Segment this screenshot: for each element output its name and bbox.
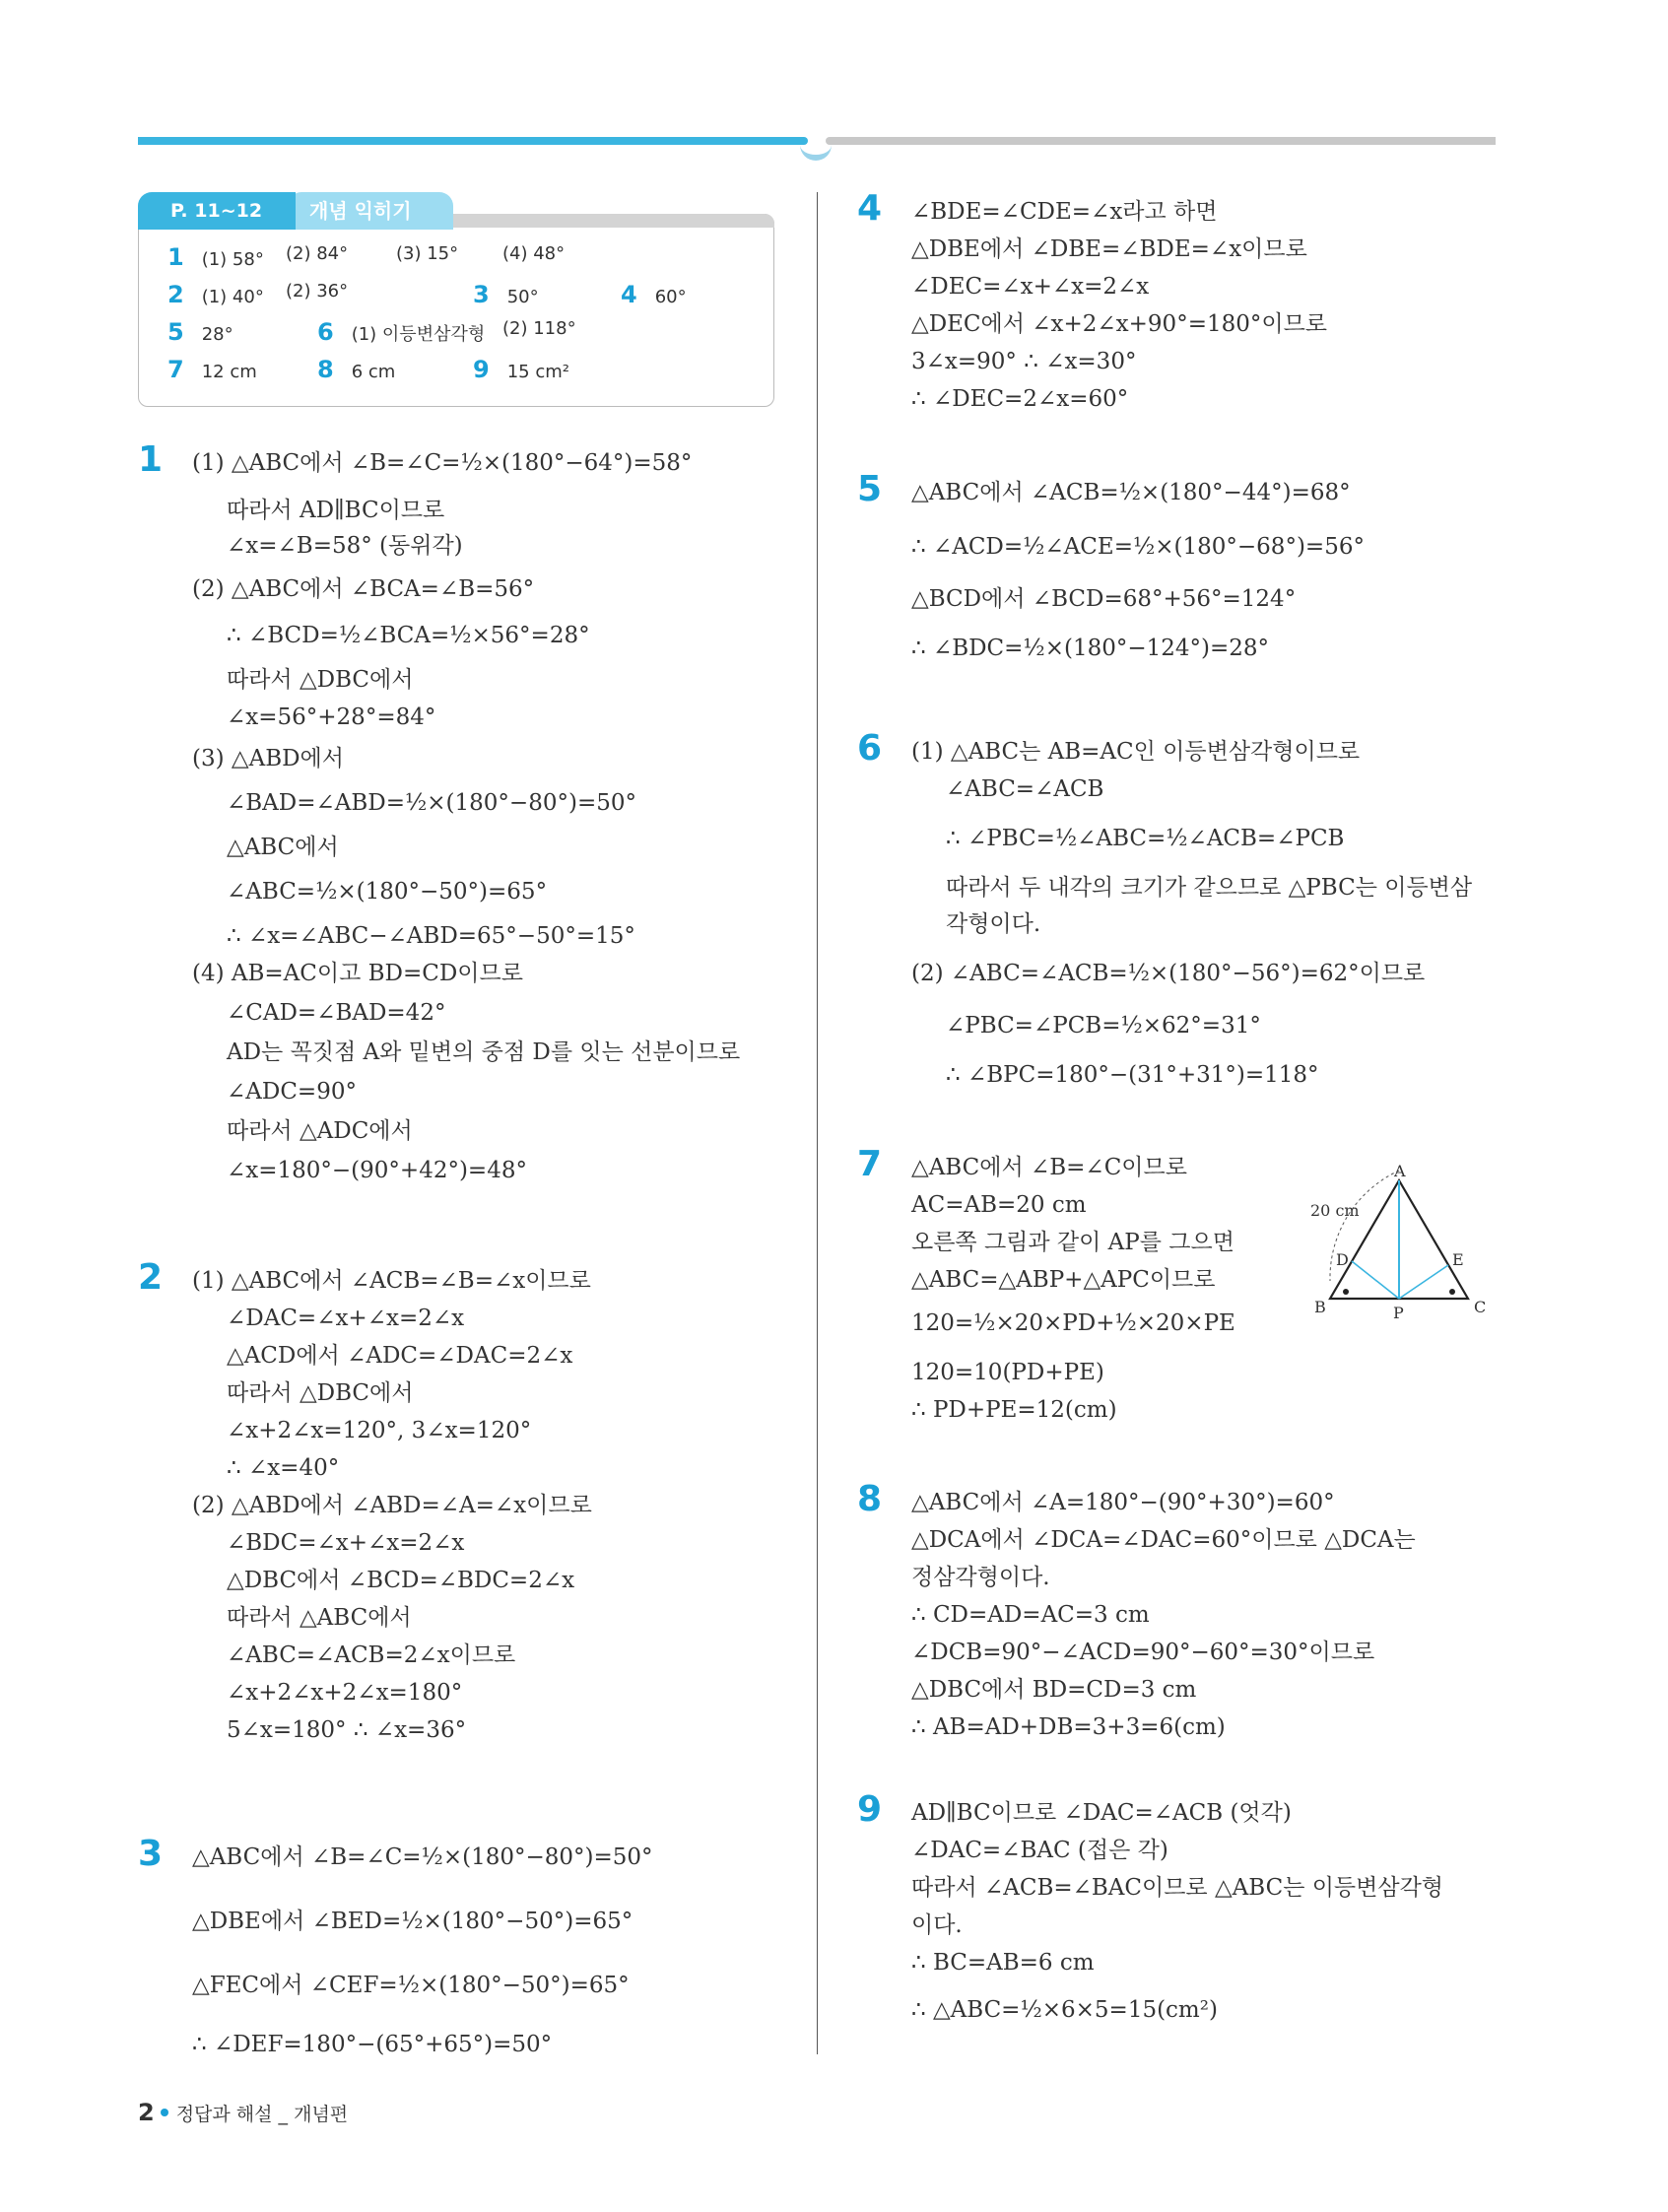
solution-line: ∠ABC=∠ACB=2∠x이므로 (227, 1642, 516, 1668)
summary-item-answer: (2) 118° (502, 318, 576, 339)
question-number: 2 (138, 1257, 164, 1298)
solution-line: ∠DAC=∠x+∠x=2∠x (227, 1306, 465, 1331)
solution-line: (2) △ABC에서 ∠BCA=∠B=56° (192, 576, 535, 602)
solution-line: ∠BAD=∠ABD=½×(180°−80°)=50° (227, 790, 636, 816)
solution-line: 오른쪽 그림과 같이 AP를 그으면 (911, 1230, 1234, 1255)
summary-item-answer: 28° (201, 324, 234, 345)
top-rule-grey (826, 137, 1496, 145)
summary-item-answer: 6 cm (351, 362, 396, 382)
solution-line: ∠ABC=½×(180°−50°)=65° (227, 879, 548, 905)
solution-line: △ABC=△ABP+△APC이므로 (911, 1267, 1216, 1293)
summary-item-number: 6 (317, 318, 334, 346)
summary-item (286, 243, 348, 264)
summary-item-answer: (1) 이등변삼각형 (351, 324, 486, 345)
question-number: 4 (857, 188, 883, 229)
top-rule-blue (138, 137, 808, 145)
label-e: E (1452, 1250, 1464, 1269)
solution-line: ∴ AB=AD+DB=3+3=6(cm) (911, 1714, 1226, 1740)
summary-item-answer: 60° (654, 287, 687, 307)
question-number: 3 (138, 1834, 164, 1874)
solution-line: ∴ △ABC=½×6×5=15(cm²) (911, 1997, 1218, 2023)
summary-item-answer: (2) 36° (286, 281, 349, 302)
solution-line: ∴ ∠DEF=180°−(65°+65°)=50° (192, 2032, 553, 2057)
solution-line: 120=½×20×PD+½×20×PE (911, 1310, 1235, 1336)
footer-title: 정답과 해설 _ 개념편 (175, 2104, 349, 2125)
solution-line: 따라서 △ADC에서 (227, 1118, 413, 1144)
solution-line: 따라서 △DBC에서 (227, 1380, 414, 1406)
column-divider (817, 192, 818, 2054)
solution-line: (2) ∠ABC=∠ACB=½×(180°−56°)=62°이므로 (911, 961, 1426, 986)
summary-item-number: 3 (473, 281, 490, 308)
solution-line: ∠x=180°−(90°+42°)=48° (227, 1158, 527, 1183)
label-length: 20 cm (1310, 1201, 1360, 1220)
solution-line: ∠DEC=∠x+∠x=2∠x (911, 274, 1150, 300)
solution-line: ∴ ∠x=40° (227, 1455, 340, 1481)
solution-line: (4) AB=AC이고 BD=CD이므로 (192, 961, 523, 986)
solution-line: 따라서 ∠ACB=∠BAC이므로 △ABC는 이등변삼각형 (911, 1875, 1444, 1901)
summary-item-number: 9 (473, 356, 490, 383)
summary-item (286, 281, 348, 302)
label-a: A (1394, 1163, 1406, 1180)
summary-item (167, 243, 264, 271)
solution-line: △ACD에서 ∠ADC=∠DAC=2∠x (227, 1343, 573, 1369)
question-number: 9 (857, 1789, 883, 1830)
solution-line: ∴ ∠BDC=½×(180°−124°)=28° (911, 636, 1270, 661)
solution-line: ∴ ∠BPC=180°−(31°+31°)=118° (946, 1062, 1319, 1088)
summary-item-number: 7 (167, 356, 184, 383)
solution-line: △DEC에서 ∠x+2∠x+90°=180°이므로 (911, 311, 1328, 337)
summary-item-answer: 50° (506, 287, 539, 307)
solution-line: ∠DCB=90°−∠ACD=90°−60°=30°이므로 (911, 1640, 1375, 1665)
summary-item (167, 356, 257, 383)
summary-item-answer: (3) 15° (396, 243, 459, 264)
solution-line: 따라서 △DBC에서 (227, 667, 414, 693)
solution-line: 5∠x=180° ∴ ∠x=36° (227, 1717, 467, 1743)
solution-line: 이다. (911, 1912, 963, 1938)
question-number: 6 (857, 728, 883, 769)
solution-line: (2) △ABD에서 ∠ABD=∠A=∠x이므로 (192, 1493, 592, 1518)
solution-line: △ABC에서 ∠B=∠C이므로 (911, 1155, 1187, 1180)
question-number: 1 (138, 439, 164, 480)
summary-item (317, 356, 395, 383)
solution-line: ∴ ∠ACD=½∠ACE=½×(180°−68°)=56° (911, 534, 1365, 560)
solution-line: △ABC에서 (227, 835, 339, 860)
summary-item (502, 318, 576, 339)
solution-line: ∠BDE=∠CDE=∠x라고 하면 (911, 199, 1218, 225)
summary-item (473, 281, 539, 308)
solution-line: ∠DAC=∠BAC (접은 각) (911, 1838, 1168, 1863)
summary-item (396, 243, 458, 264)
page-range-tab: P. 11~12 (138, 192, 296, 230)
summary-item (317, 318, 485, 346)
footer-dot-icon (161, 2109, 168, 2116)
question-number: 7 (857, 1144, 883, 1184)
solution-line: △DBC에서 ∠BCD=∠BDC=2∠x (227, 1568, 575, 1593)
solution-line: (1) △ABC는 AB=AC인 이등변삼각형이므로 (911, 739, 1361, 765)
summary-item-number: 2 (167, 281, 184, 308)
solution-line: ∴ ∠BCD=½∠BCA=½×56°=28° (227, 623, 590, 648)
summary-item-number: 4 (621, 281, 637, 308)
summary-item (167, 281, 264, 308)
solution-line: ∠PBC=∠PCB=½×62°=31° (946, 1013, 1261, 1039)
solution-line: ∠ADC=90° (227, 1079, 357, 1105)
solution-line: ∠x=56°+28°=84° (227, 704, 436, 730)
angle-mark-c (1449, 1289, 1455, 1295)
solution-line: △ABC에서 ∠B=∠C=½×(180°−80°)=50° (192, 1844, 653, 1870)
solution-line: △FEC에서 ∠CEF=½×(180°−50°)=65° (192, 1973, 630, 1998)
solution-line: 따라서 AD∥BC이므로 (227, 498, 445, 523)
solution-line: 따라서 두 내각의 크기가 같으므로 △PBC는 이등변삼 (946, 875, 1473, 901)
concept-tab: 개념 익히기 (288, 192, 453, 230)
solution-line: ∴ BC=AB=6 cm (911, 1950, 1095, 1976)
solution-line: ∴ ∠DEC=2∠x=60° (911, 386, 1129, 412)
summary-item-answer: (1) 40° (201, 287, 264, 307)
label-c: C (1474, 1298, 1487, 1316)
question-number: 5 (857, 469, 883, 509)
solution-line: ∴ PD+PE=12(cm) (911, 1397, 1117, 1423)
summary-item (502, 243, 565, 264)
triangle-figure (1301, 1163, 1498, 1330)
summary-item (167, 318, 234, 346)
label-b: B (1314, 1298, 1326, 1316)
page-number: 2 (138, 2099, 155, 2126)
solution-line: ∠x=∠B=58° (동위각) (227, 533, 463, 559)
solution-line: 따라서 △ABC에서 (227, 1605, 412, 1631)
solution-line: △ABC에서 ∠A=180°−(90°+30°)=60° (911, 1490, 1335, 1515)
solution-line: (1) △ABC에서 ∠B=∠C=½×(180°−64°)=58° (192, 450, 693, 476)
solution-line: (3) △ABD에서 (192, 746, 344, 771)
solution-line: △DBE에서 ∠DBE=∠BDE=∠x이므로 (911, 236, 1307, 262)
solution-line: AD는 꼭짓점 A와 밑변의 중점 D를 잇는 선분이므로 (227, 1039, 741, 1065)
solution-line: ∴ ∠x=∠ABC−∠ABD=65°−50°=15° (227, 923, 635, 949)
solution-line: 3∠x=90° ∴ ∠x=30° (911, 349, 1137, 374)
solution-line: 120=10(PD+PE) (911, 1360, 1104, 1385)
solution-line: △DBE에서 ∠BED=½×(180°−50°)=65° (192, 1909, 634, 1934)
solution-line: △BCD에서 ∠BCD=68°+56°=124° (911, 586, 1297, 612)
solution-line: 각형이다. (946, 911, 1041, 937)
solution-line: ∠x+2∠x+2∠x=180° (227, 1680, 463, 1706)
summary-header-bar (434, 214, 774, 228)
solution-line: ∴ ∠PBC=½∠ABC=½∠ACB=∠PCB (946, 826, 1345, 851)
solution-line: ∠BDC=∠x+∠x=2∠x (227, 1530, 465, 1556)
label-p: P (1393, 1304, 1404, 1322)
segment-pe (1399, 1265, 1448, 1299)
page-footer (138, 2099, 348, 2126)
solution-line: ∠ABC=∠ACB (946, 776, 1104, 802)
solution-line: △ABC에서 ∠ACB=½×(180°−44°)=68° (911, 480, 1351, 505)
solution-line: △DBC에서 BD=CD=3 cm (911, 1677, 1197, 1703)
summary-item-answer: (4) 48° (502, 243, 566, 264)
solution-line: (1) △ABC에서 ∠ACB=∠B=∠x이므로 (192, 1268, 591, 1294)
summary-item-answer: 12 cm (201, 362, 257, 382)
angle-mark-b (1343, 1289, 1349, 1295)
solution-line: △DCA에서 ∠DCA=∠DAC=60°이므로 △DCA는 (911, 1527, 1416, 1553)
summary-item-number: 1 (167, 243, 184, 271)
question-number: 8 (857, 1479, 883, 1519)
solution-line: ∴ CD=AD=AC=3 cm (911, 1602, 1150, 1628)
segment-pd (1352, 1261, 1399, 1299)
summary-item (473, 356, 569, 383)
label-d: D (1336, 1250, 1349, 1269)
summary-item-answer: 15 cm² (506, 362, 569, 382)
solution-line: ∠CAD=∠BAD=42° (227, 1000, 446, 1026)
summary-item-answer: (1) 58° (201, 249, 264, 270)
solution-line: AD∥BC이므로 ∠DAC=∠ACB (엇각) (911, 1800, 1292, 1826)
solution-line: ∠x+2∠x=120°, 3∠x=120° (227, 1418, 532, 1443)
summary-item-number: 8 (317, 356, 334, 383)
summary-item (621, 281, 687, 308)
summary-item-answer: (2) 84° (286, 243, 349, 264)
summary-item-number: 5 (167, 318, 184, 346)
solution-line: 정삼각형이다. (911, 1565, 1050, 1590)
solution-line: AC=AB=20 cm (911, 1192, 1087, 1218)
